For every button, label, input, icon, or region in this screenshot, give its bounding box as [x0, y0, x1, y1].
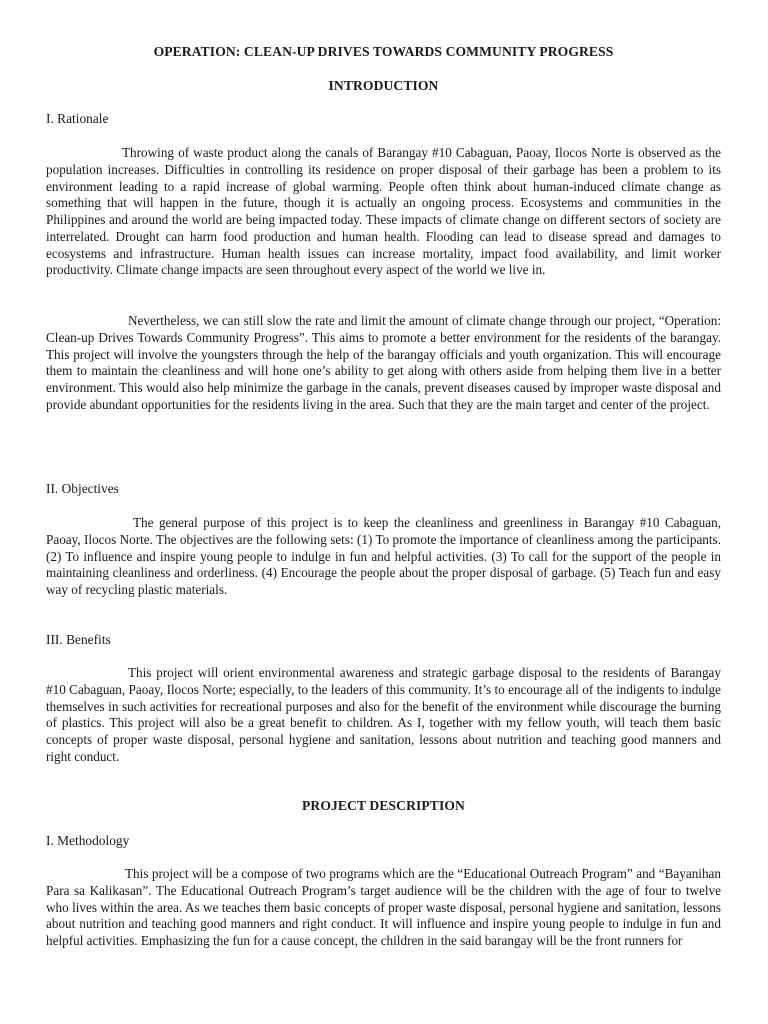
benefits-paragraph: This project will orient environmental awareness and strategic garbage disposal to the residents of Barangay #10 Cabaguan, Paoay, Ilocos Norte; especially, to the leaders of this community. It’s to encourage all of the indigents to indulge themselves in such activities for recreational purposes and also for the benefit of the environment while discourage the burning of plastics. This project will also be a great benefit to children. As I, together with my fellow youth, will teach them basic concepts of proper waste disposal, personal hygiene and sanitation, lessons about nutrition and teaching good manners and right conduct.	[46, 665, 721, 764]
document-title: OPERATION: CLEAN-UP DRIVES TOWARDS COMMUNITY PROGRESS	[153, 44, 614, 59]
methodology-heading: I. Methodology	[46, 833, 130, 848]
introduction-heading: INTRODUCTION	[328, 78, 439, 93]
objectives-paragraph: The general purpose of this project is to keep the cleanliness and greenliness in Barangay #10 Cabaguan, Paoay, Ilocos Norte. The objectives are the following sets: (1) To promote the importance of cleanliness among the participants. (2) To influence and inspire young people to indulge in fun and helpful activities. (3) To call for the support of the people in maintaining cleanliness and orderliness. (4) Encourage the people about the proper disposal of garbage. (5) Teach fun and easy way of recycling plastic materials.	[46, 515, 721, 597]
project-description-heading: PROJECT DESCRIPTION	[302, 798, 465, 813]
rationale-paragraph-1: Throwing of waste product along the canals of Barangay #10 Cabaguan, Paoay, Ilocos Norte is observed as the population increases. Difficulties in controlling its residence on proper disposal of their garbage has been a problem to its environment leading to a rapid increase of global warming. People often think about human-induced climate change as something that will happen in the future, though it is actually an ongoing process. Ecosystems and communities in the Philippines and around the world are being impacted today. These impacts of climate change on different sectors of society are interrelated. Drought can harm food production and human health. Flooding can lead to disease spread and damages to ecosystems and infrastructure. Human health issues can increase mortality, impact food availability, and limit worker productivity. Climate change impacts are seen throughout every aspect of the world we live in.	[46, 145, 721, 278]
rationale-paragraph-2: Nevertheless, we can still slow the rate and limit the amount of climate change through our project, “Operation: Clean-up Drives Towards Community Progress”. This aims to promote a better environment for the residents of the barangay. This project will involve the youngsters through the help of the barangay officials and youth organization. This will encourage them to maintain the cleanliness and will hone one’s ability to get along with others aside from helping them live in a better environment. This would also help minimize the garbage in the canals, prevent diseases caused by improper waste disposal and provide abundant opportunities for the residents living in the area. Such that they are the main target and center of the project.	[46, 313, 721, 412]
rationale-heading: I. Rationale	[46, 111, 109, 126]
objectives-heading: II. Objectives	[46, 481, 119, 496]
benefits-heading: III. Benefits	[46, 632, 111, 647]
methodology-paragraph: This project will be a compose of two programs which are the “Educational Outreach Program” and “Bayanihan Para sa Kalikasan”. The Educational Outreach Program’s target audience will be the children with the age of four to twelve who lives within the area. As we teaches them basic concepts of proper waste disposal, personal hygiene and sanitation, lessons about nutrition and teaching good manners and right conduct. It will influence and inspire young people to indulge in fun and helpful activities. Emphasizing the fun for a cause concept, the children in the said barangay will be the front runners for	[46, 866, 721, 948]
